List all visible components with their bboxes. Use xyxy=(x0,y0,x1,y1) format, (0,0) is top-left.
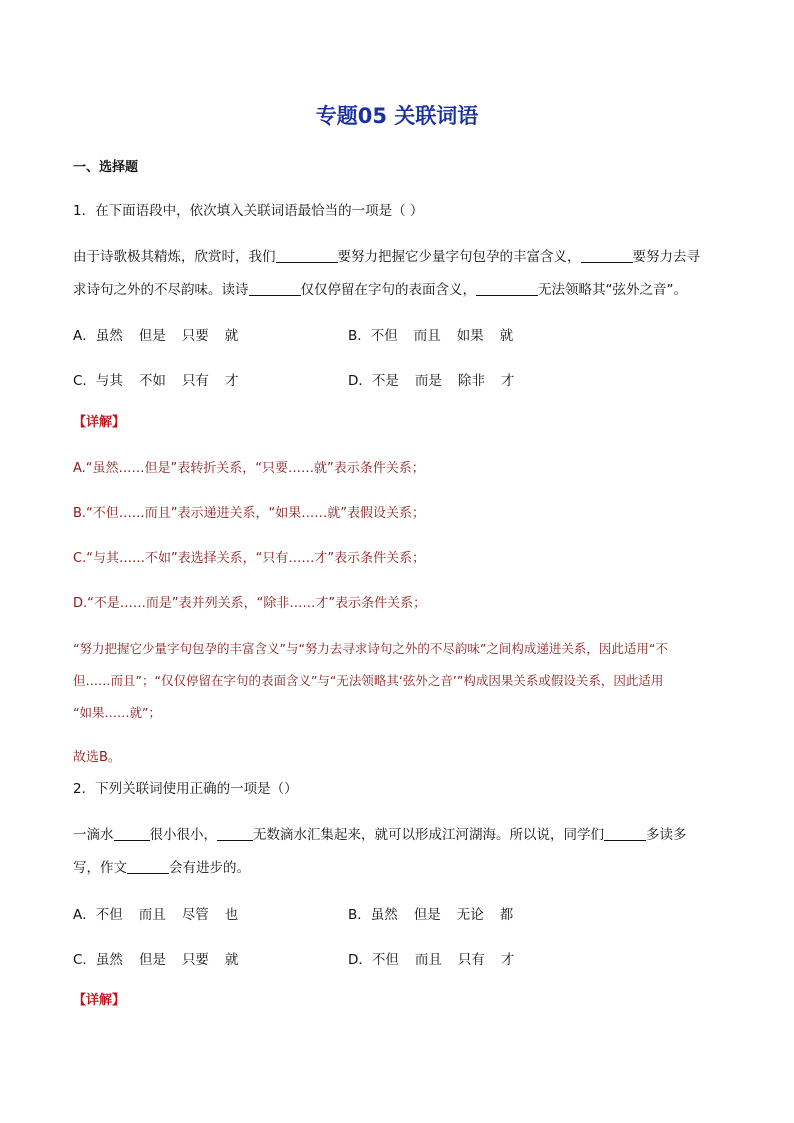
question-2-paragraph-line-2 xyxy=(73,858,250,878)
option-word: 只有 xyxy=(457,952,485,968)
q1-analysis-d: D.“不是……而是”表并列关系，“除非……才”表示条件关系； xyxy=(73,596,427,611)
fill-blank xyxy=(476,281,538,296)
option-word: 就 xyxy=(224,328,239,344)
q1-text-segment: 要努力把握它少量字句包孕的丰富含义， xyxy=(337,249,581,265)
option-word: 但是 xyxy=(138,328,166,344)
section-heading: 一、选择题 xyxy=(73,160,139,175)
option-word: 只要 xyxy=(181,952,209,968)
fill-blank xyxy=(604,826,646,841)
q1-analysis-c: C.“与其……不如”表选择关系，“只有……才”表示条件关系； xyxy=(73,551,426,566)
q1-answer: 故选B。 xyxy=(73,750,121,765)
option-word: 只要 xyxy=(181,328,209,344)
option-word: C．虽然 xyxy=(73,952,123,968)
option-word: A．虽然 xyxy=(73,328,123,344)
question-1-paragraph-line-1 xyxy=(73,247,700,267)
option-word: D．不但 xyxy=(348,952,399,968)
option-word: 无论 xyxy=(456,907,484,923)
q2-option-d[interactable] xyxy=(348,948,530,968)
q1-option-d[interactable] xyxy=(348,369,530,389)
option-word: 只有 xyxy=(181,373,209,389)
question-2-paragraph-line-1 xyxy=(73,825,687,845)
q1-option-c[interactable] xyxy=(73,369,254,389)
fill-blank xyxy=(276,248,338,263)
option-word: 如果 xyxy=(456,328,484,344)
option-word: 不如 xyxy=(138,373,166,389)
question-2-stem: 2．下列关联词使用正确的一项是（） xyxy=(73,781,298,797)
q2-detail-tag: 【详解】 xyxy=(73,993,126,1008)
option-word: D．不是 xyxy=(348,373,399,389)
q2-text-segment: 写，作文 xyxy=(73,860,127,876)
q1-explanation-line-2: 但……而且”；“仅仅停留在字句的表面含义”与“无法领略其‘弦外之音’”构成因果关系或假设关系，因此适用 xyxy=(73,673,664,688)
fill-blank xyxy=(217,826,253,841)
q1-text-segment: 要努力去寻 xyxy=(632,249,700,265)
q2-text-segment: 一滴水 xyxy=(73,827,114,843)
option-word: B．虽然 xyxy=(348,907,398,923)
page-title: 专题05 关联词语 xyxy=(315,104,479,128)
q1-text-segment: 无法领略其“弦外之音”。 xyxy=(538,282,687,298)
option-word: 而是 xyxy=(414,373,442,389)
q1-analysis-a: A.“虽然……但是”表转折关系，“只要……就”表示条件关系； xyxy=(73,461,425,476)
q2-option-c[interactable] xyxy=(73,948,254,968)
fill-blank xyxy=(114,826,150,841)
fill-blank xyxy=(127,859,169,874)
option-word: B．不但 xyxy=(348,328,398,344)
option-word: 就 xyxy=(224,952,239,968)
option-word: 但是 xyxy=(413,907,441,923)
option-word: 而且 xyxy=(413,328,441,344)
question-1-stem: 1．在下面语段中，依次填入关联词语最恰当的一项是（ ） xyxy=(73,203,424,219)
q2-option-b[interactable] xyxy=(348,903,529,923)
option-word: 尽管 xyxy=(181,907,209,923)
option-word: 都 xyxy=(499,907,514,923)
q1-explanation-line-1: “努力把握它少量字句包孕的丰富含义”与“努力去寻求诗句之外的不尽韵味”之间构成递进关系，因此适用“不 xyxy=(73,641,668,656)
fill-blank xyxy=(249,281,301,296)
option-word: 才 xyxy=(224,373,239,389)
q2-text-segment: 会有进步的。 xyxy=(169,860,250,876)
q2-text-segment: 很小很小， xyxy=(149,827,217,843)
q1-detail-tag: 【详解】 xyxy=(73,415,126,430)
option-word: C．与其 xyxy=(73,373,123,389)
option-word: 但是 xyxy=(138,952,166,968)
option-word: A．不但 xyxy=(73,907,123,923)
q1-text-segment: 求诗句之外的不尽韵味。读诗 xyxy=(73,282,249,298)
fill-blank xyxy=(581,248,633,263)
q1-explanation-line-3: “如果……就”； xyxy=(73,705,161,720)
q1-option-a[interactable] xyxy=(73,324,254,344)
q1-text-segment: 由于诗歌极其精炼，欣赏时，我们 xyxy=(73,249,276,265)
option-word: 也 xyxy=(224,907,239,923)
option-word: 而且 xyxy=(414,952,442,968)
option-word: 就 xyxy=(499,328,514,344)
option-word: 除非 xyxy=(457,373,485,389)
question-1-paragraph-line-2 xyxy=(73,280,687,300)
q2-option-a[interactable] xyxy=(73,903,254,923)
q1-text-segment: 仅仅停留在字句的表面含义， xyxy=(300,282,476,298)
option-word: 才 xyxy=(500,952,515,968)
q2-text-segment: 无数滴水汇集起来，就可以形成江河湖海。所以说，同学们 xyxy=(253,827,604,843)
q2-text-segment: 多读多 xyxy=(646,827,687,843)
q1-analysis-b: B.“不但……而且”表示递进关系，“如果……就”表假设关系； xyxy=(73,506,425,521)
q1-option-b[interactable] xyxy=(348,324,529,344)
option-word: 才 xyxy=(500,373,515,389)
option-word: 而且 xyxy=(138,907,166,923)
